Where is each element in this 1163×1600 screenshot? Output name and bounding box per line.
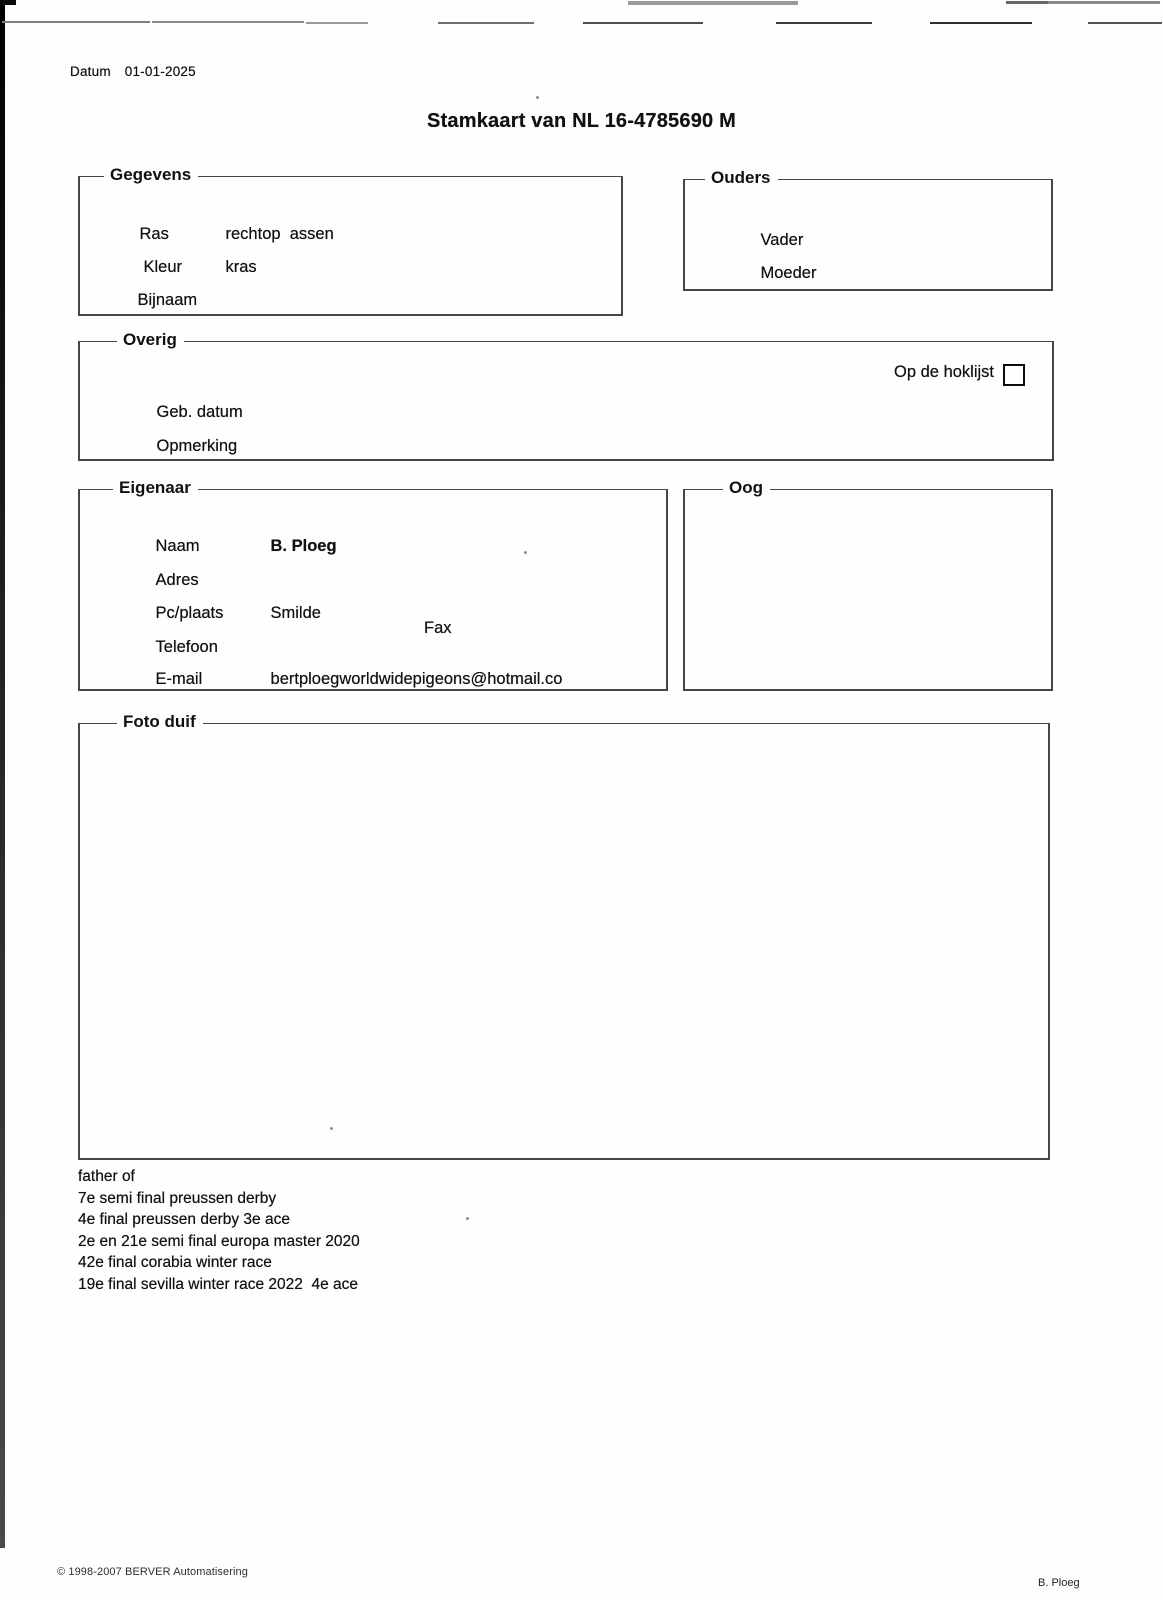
achievement-line: 2e en 21e semi final europa master 2020 [78, 1232, 360, 1250]
oog-legend: Oog [723, 478, 770, 498]
scan-speck [536, 96, 539, 99]
scan-corner-mark [0, 0, 16, 5]
gegevens-groupbox [78, 165, 623, 316]
field-bijnaam [110, 272, 226, 329]
scan-left-edge [0, 0, 5, 1548]
field-opmerking [129, 418, 267, 475]
scan-speck [466, 1217, 469, 1220]
oog-groupbox [683, 478, 1053, 691]
opmerking-label: Opmerking [156, 437, 238, 455]
hoklijst-checkbox [1003, 364, 1025, 386]
overig-groupbox [78, 330, 1054, 461]
scan-dash [583, 22, 703, 24]
email-label: E-mail [155, 670, 203, 688]
owner-signature: B. Ploeg [1038, 1577, 1080, 1589]
kleur-value: kras [225, 258, 257, 276]
scan-dash [628, 1, 798, 5]
naam-value: B. Ploeg [270, 537, 337, 555]
moeder-label: Moeder [760, 264, 817, 282]
scan-dash [776, 22, 872, 24]
foto-duif-groupbox [78, 712, 1050, 1160]
page-title: Stamkaart van NL 16-4785690 M [427, 110, 736, 132]
gegevens-legend: Gegevens [104, 165, 198, 185]
ras-value: rechtop assen [225, 225, 334, 243]
scan-dash [152, 21, 304, 23]
email-value: bertploegworldwidepigeons@hotmail.co [270, 670, 563, 688]
foto-duif-legend: Foto duif [117, 712, 203, 732]
achievement-line: 7e semi final preussen derby [78, 1189, 277, 1207]
vader-label: Vader [760, 231, 804, 249]
achievements-list [78, 1166, 360, 1295]
hoklijst-label: Op de hoklijst [894, 363, 994, 381]
pcplaats-label: Pc/plaats [155, 604, 224, 622]
field-email [128, 651, 562, 708]
scan-dash [2, 21, 150, 23]
gebdatum-label: Geb. datum [156, 403, 243, 421]
bijnaam-label: Bijnaam [137, 291, 198, 309]
eigenaar-groupbox [78, 478, 668, 691]
field-moeder [733, 245, 851, 302]
adres-label: Adres [155, 571, 199, 589]
achievement-line: 42e final corabia winter race [78, 1254, 272, 1271]
scan-dash [438, 22, 534, 24]
kleur-label: Kleur [143, 258, 183, 276]
scan-dash [1048, 1, 1160, 4]
fax-label: Fax [424, 619, 452, 637]
achievement-line: father of [78, 1168, 135, 1185]
scan-dash [1088, 22, 1162, 24]
scan-dash [1006, 1, 1048, 4]
naam-label: Naam [155, 537, 200, 555]
ouders-legend: Ouders [705, 168, 778, 188]
ras-label: Ras [139, 225, 169, 243]
date-label: Datum [70, 64, 111, 79]
date-line [70, 64, 196, 79]
overig-legend: Overig [117, 330, 184, 350]
achievement-line: 4e final preussen derby 3e ace [78, 1211, 290, 1228]
scan-dash [306, 22, 368, 24]
achievement-line: 19e final sevilla winter race 2022 4e ace [78, 1275, 359, 1293]
pcplaats-value: Smilde [270, 604, 321, 622]
date-value: 01-01-2025 [124, 64, 196, 79]
eigenaar-legend: Eigenaar [113, 478, 198, 498]
ouders-groupbox [683, 168, 1053, 291]
telefoon-label: Telefoon [155, 638, 218, 656]
scan-dash [930, 22, 1032, 24]
copyright-text: © 1998-2007 BERVER Automatisering [57, 1566, 248, 1578]
